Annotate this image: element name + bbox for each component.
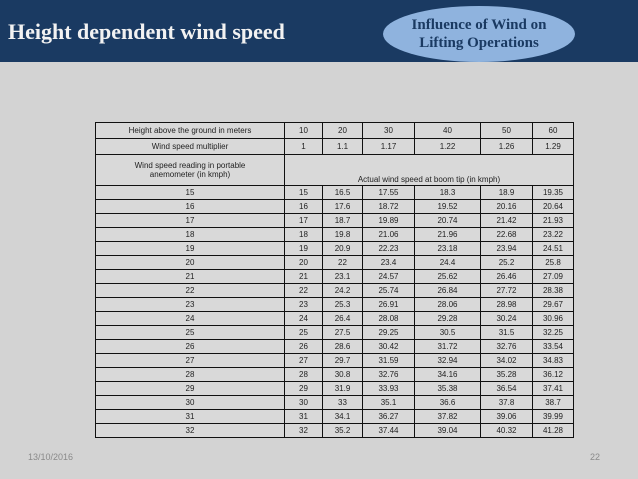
table-row bbox=[96, 326, 574, 340]
actual-speed-cell: 19.89 bbox=[363, 214, 415, 228]
actual-speed-cell: 28.38 bbox=[533, 284, 574, 298]
actual-speed-cell: 35.38 bbox=[415, 382, 481, 396]
actual-speed-cell: 18.3 bbox=[415, 186, 481, 200]
actual-speed-cell: 18 bbox=[285, 228, 323, 242]
reading-cell: 28 bbox=[96, 368, 285, 382]
actual-speed-cell: 15 bbox=[285, 186, 323, 200]
table-row bbox=[96, 368, 574, 382]
actual-speed-cell: 30 bbox=[285, 396, 323, 410]
actual-speed-cell: 36.6 bbox=[415, 396, 481, 410]
actual-speed-cell: 24.4 bbox=[415, 256, 481, 270]
reading-cell: 20 bbox=[96, 256, 285, 270]
actual-speed-cell: 18.9 bbox=[481, 186, 533, 200]
actual-speed-cell: 23.18 bbox=[415, 242, 481, 256]
actual-speed-cell: 26.4 bbox=[323, 312, 363, 326]
actual-speed-cell: 37.82 bbox=[415, 410, 481, 424]
actual-speed-cell: 27.5 bbox=[323, 326, 363, 340]
actual-speed-cell: 35.28 bbox=[481, 368, 533, 382]
reading-label: Wind speed reading in portable anemometer (in kmph) bbox=[96, 155, 285, 186]
page-number: 22 bbox=[590, 452, 601, 462]
actual-speed-cell: 30.8 bbox=[323, 368, 363, 382]
actual-speed-cell: 22 bbox=[323, 256, 363, 270]
table-row bbox=[96, 228, 574, 242]
actual-speed-cell: 25.3 bbox=[323, 298, 363, 312]
reading-cell: 21 bbox=[96, 270, 285, 284]
reading-cell: 25 bbox=[96, 326, 285, 340]
topic-badge bbox=[383, 6, 575, 62]
actual-speed-cell: 37.44 bbox=[363, 424, 415, 438]
height-cell: 10 bbox=[285, 123, 323, 139]
table-row bbox=[96, 340, 574, 354]
actual-speed-cell: 17.6 bbox=[323, 200, 363, 214]
actual-speed-cell: 31.72 bbox=[415, 340, 481, 354]
actual-speed-cell: 25.8 bbox=[533, 256, 574, 270]
actual-speed-cell: 20.64 bbox=[533, 200, 574, 214]
actual-speed-cell: 32 bbox=[285, 424, 323, 438]
height-cell: 60 bbox=[533, 123, 574, 139]
multiplier-cell: 1.17 bbox=[363, 139, 415, 155]
reading-cell: 22 bbox=[96, 284, 285, 298]
table-row bbox=[96, 298, 574, 312]
actual-speed-cell: 25.62 bbox=[415, 270, 481, 284]
actual-speed-cell: 28.06 bbox=[415, 298, 481, 312]
actual-speed-cell: 39.04 bbox=[415, 424, 481, 438]
actual-speed-cell: 18.72 bbox=[363, 200, 415, 214]
actual-speed-cell: 40.32 bbox=[481, 424, 533, 438]
actual-speed-cell: 27 bbox=[285, 354, 323, 368]
table-row bbox=[96, 270, 574, 284]
multiplier-row bbox=[96, 139, 574, 155]
actual-speed-cell: 36.27 bbox=[363, 410, 415, 424]
height-cell: 50 bbox=[481, 123, 533, 139]
actual-speed-cell: 23.4 bbox=[363, 256, 415, 270]
actual-speed-cell: 16 bbox=[285, 200, 323, 214]
actual-speed-cell: 19.8 bbox=[323, 228, 363, 242]
actual-speed-cell: 27.72 bbox=[481, 284, 533, 298]
actual-speed-cell: 33.54 bbox=[533, 340, 574, 354]
actual-speed-cell: 24.2 bbox=[323, 284, 363, 298]
multiplier-cell: 1.22 bbox=[415, 139, 481, 155]
table-row bbox=[96, 410, 574, 424]
actual-speed-cell: 23.1 bbox=[323, 270, 363, 284]
actual-speed-cell: 29.67 bbox=[533, 298, 574, 312]
actual-speed-cell: 31.59 bbox=[363, 354, 415, 368]
table-row bbox=[96, 424, 574, 438]
actual-speed-cell: 29 bbox=[285, 382, 323, 396]
actual-speed-cell: 37.41 bbox=[533, 382, 574, 396]
table-row bbox=[96, 200, 574, 214]
actual-speed-cell: 30.5 bbox=[415, 326, 481, 340]
actual-speed-cell: 21.42 bbox=[481, 214, 533, 228]
actual-speed-cell: 23.94 bbox=[481, 242, 533, 256]
table-row bbox=[96, 354, 574, 368]
actual-speed-cell: 34.16 bbox=[415, 368, 481, 382]
actual-speed-cell: 34.83 bbox=[533, 354, 574, 368]
actual-speed-cell: 32.94 bbox=[415, 354, 481, 368]
actual-speed-cell: 26.84 bbox=[415, 284, 481, 298]
actual-speed-cell: 23.22 bbox=[533, 228, 574, 242]
actual-speed-cell: 22 bbox=[285, 284, 323, 298]
actual-speed-cell: 17.55 bbox=[363, 186, 415, 200]
actual-speed-cell: 26.46 bbox=[481, 270, 533, 284]
actual-speed-cell: 24.51 bbox=[533, 242, 574, 256]
actual-speed-cell: 32.76 bbox=[363, 368, 415, 382]
reading-cell: 26 bbox=[96, 340, 285, 354]
reading-cell: 23 bbox=[96, 298, 285, 312]
table-row bbox=[96, 396, 574, 410]
actual-speed-cell: 24.57 bbox=[363, 270, 415, 284]
height-row bbox=[96, 123, 574, 139]
actual-speed-cell: 26.91 bbox=[363, 298, 415, 312]
slide-title: Height dependent wind speed bbox=[8, 19, 285, 44]
actual-speed-cell: 36.54 bbox=[481, 382, 533, 396]
multiplier-cell: 1 bbox=[285, 139, 323, 155]
height-cell: 20 bbox=[323, 123, 363, 139]
height-label: Height above the ground in meters bbox=[96, 123, 285, 139]
table-row bbox=[96, 382, 574, 396]
actual-speed-cell: 34.1 bbox=[323, 410, 363, 424]
actual-speed-cell: 25 bbox=[285, 326, 323, 340]
actual-speed-cell: 16.5 bbox=[323, 186, 363, 200]
actual-speed-cell: 35.1 bbox=[363, 396, 415, 410]
actual-speed-cell: 30.42 bbox=[363, 340, 415, 354]
actual-speed-cell: 36.12 bbox=[533, 368, 574, 382]
actual-speed-cell: 22.23 bbox=[363, 242, 415, 256]
table-row bbox=[96, 242, 574, 256]
actual-speed-cell: 34.02 bbox=[481, 354, 533, 368]
actual-speed-cell: 21.06 bbox=[363, 228, 415, 242]
height-cell: 40 bbox=[415, 123, 481, 139]
actual-speed-cell: 21.96 bbox=[415, 228, 481, 242]
actual-speed-cell: 29.7 bbox=[323, 354, 363, 368]
actual-speed-cell: 27.09 bbox=[533, 270, 574, 284]
actual-label: Actual wind speed at boom tip (in kmph) bbox=[285, 155, 574, 186]
actual-speed-cell: 26 bbox=[285, 340, 323, 354]
actual-speed-cell: 23 bbox=[285, 298, 323, 312]
reading-cell: 32 bbox=[96, 424, 285, 438]
table-row bbox=[96, 256, 574, 270]
actual-speed-cell: 20 bbox=[285, 256, 323, 270]
actual-speed-cell: 21 bbox=[285, 270, 323, 284]
reading-cell: 16 bbox=[96, 200, 285, 214]
actual-speed-cell: 20.9 bbox=[323, 242, 363, 256]
actual-speed-cell: 33.93 bbox=[363, 382, 415, 396]
actual-speed-cell: 37.8 bbox=[481, 396, 533, 410]
actual-speed-cell: 28.6 bbox=[323, 340, 363, 354]
actual-speed-cell: 29.28 bbox=[415, 312, 481, 326]
table-row bbox=[96, 284, 574, 298]
actual-speed-cell: 30.96 bbox=[533, 312, 574, 326]
actual-speed-cell: 35.2 bbox=[323, 424, 363, 438]
height-cell: 30 bbox=[363, 123, 415, 139]
actual-speed-cell: 31.9 bbox=[323, 382, 363, 396]
reading-cell: 17 bbox=[96, 214, 285, 228]
footer-date: 13/10/2016 bbox=[28, 452, 74, 462]
actual-speed-cell: 18.7 bbox=[323, 214, 363, 228]
reading-cell: 31 bbox=[96, 410, 285, 424]
table-row bbox=[96, 186, 574, 200]
wind-speed-table bbox=[95, 122, 574, 438]
table-row bbox=[96, 214, 574, 228]
actual-speed-cell: 25.2 bbox=[481, 256, 533, 270]
actual-speed-cell: 20.74 bbox=[415, 214, 481, 228]
actual-speed-cell: 39.06 bbox=[481, 410, 533, 424]
multiplier-cell: 1.26 bbox=[481, 139, 533, 155]
reading-cell: 18 bbox=[96, 228, 285, 242]
actual-speed-cell: 19 bbox=[285, 242, 323, 256]
actual-speed-cell: 32.76 bbox=[481, 340, 533, 354]
reading-cell: 15 bbox=[96, 186, 285, 200]
actual-speed-cell: 39.99 bbox=[533, 410, 574, 424]
actual-speed-cell: 28.98 bbox=[481, 298, 533, 312]
actual-speed-cell: 32.25 bbox=[533, 326, 574, 340]
actual-speed-cell: 19.52 bbox=[415, 200, 481, 214]
actual-speed-cell: 21.93 bbox=[533, 214, 574, 228]
reading-cell: 19 bbox=[96, 242, 285, 256]
actual-speed-cell: 38.7 bbox=[533, 396, 574, 410]
actual-speed-cell: 28 bbox=[285, 368, 323, 382]
actual-speed-cell: 17 bbox=[285, 214, 323, 228]
table-row bbox=[96, 312, 574, 326]
actual-speed-cell: 19.35 bbox=[533, 186, 574, 200]
topic-badge-text: Influence of Wind on Lifting Operations bbox=[411, 17, 547, 51]
actual-speed-cell: 31.5 bbox=[481, 326, 533, 340]
multiplier-label: Wind speed multiplier bbox=[96, 139, 285, 155]
actual-speed-cell: 29.25 bbox=[363, 326, 415, 340]
actual-speed-cell: 33 bbox=[323, 396, 363, 410]
reading-cell: 30 bbox=[96, 396, 285, 410]
actual-speed-cell: 28.08 bbox=[363, 312, 415, 326]
actual-speed-cell: 30.24 bbox=[481, 312, 533, 326]
reading-cell: 29 bbox=[96, 382, 285, 396]
actual-speed-cell: 31 bbox=[285, 410, 323, 424]
label-row bbox=[96, 155, 574, 186]
reading-cell: 24 bbox=[96, 312, 285, 326]
actual-speed-cell: 22.68 bbox=[481, 228, 533, 242]
multiplier-cell: 1.1 bbox=[323, 139, 363, 155]
multiplier-cell: 1.29 bbox=[533, 139, 574, 155]
actual-speed-cell: 20.16 bbox=[481, 200, 533, 214]
actual-speed-cell: 24 bbox=[285, 312, 323, 326]
actual-speed-cell: 41.28 bbox=[533, 424, 574, 438]
reading-cell: 27 bbox=[96, 354, 285, 368]
actual-speed-cell: 25.74 bbox=[363, 284, 415, 298]
